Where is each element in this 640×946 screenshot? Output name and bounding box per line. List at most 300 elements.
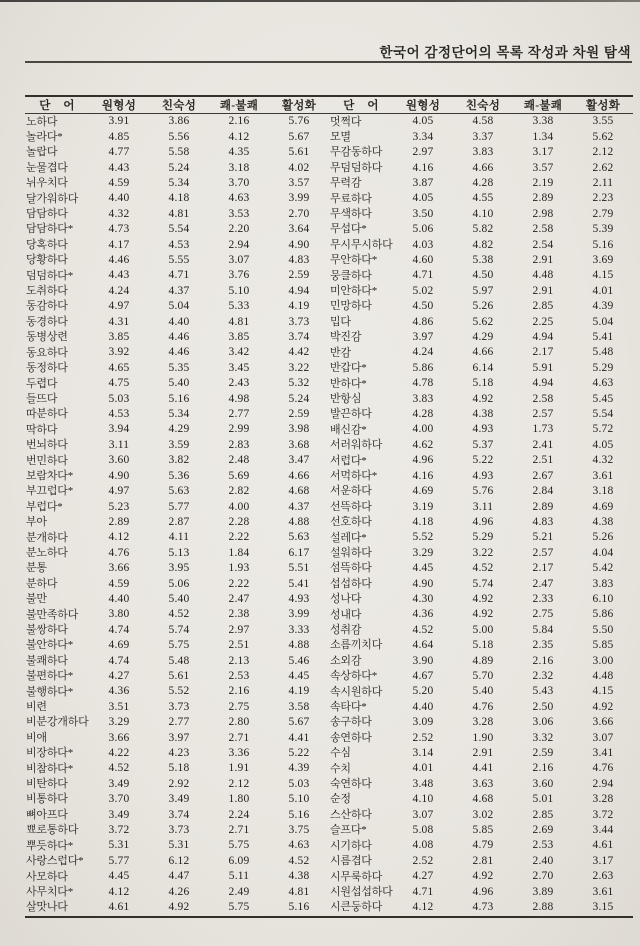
table-row (329, 638, 633, 653)
pleasantness-value: 2.16 (532, 654, 554, 667)
familiarity-value: 6.12 (168, 854, 190, 867)
prototypicality-value: 4.24 (412, 346, 434, 359)
table-row (329, 407, 633, 422)
pleasantness-value: 2.13 (228, 654, 250, 667)
prototypicality-value: 3.09 (412, 716, 434, 729)
activation-value: 4.38 (592, 515, 614, 528)
prototypicality-value: 3.66 (108, 731, 130, 744)
familiarity-value: 5.70 (472, 669, 494, 682)
activation-value: 5.22 (288, 747, 310, 759)
prototypicality-value: 2.52 (412, 731, 434, 744)
prototypicality-value: 5.03 (108, 392, 130, 405)
pleasantness-value: 2.97 (228, 623, 250, 636)
activation-value: 4.32 (592, 454, 614, 467)
emotion-word: 시무룩하다 (330, 870, 383, 883)
prototypicality-value: 4.27 (108, 669, 130, 682)
familiarity-value: 4.93 (472, 423, 494, 436)
activation-value: 4.42 (288, 346, 310, 359)
table-row (25, 238, 329, 253)
familiarity-value: 4.23 (168, 747, 190, 759)
prototypicality-value: 3.91 (108, 115, 130, 128)
table-row (25, 500, 329, 515)
activation-value: 3.99 (288, 192, 310, 205)
table-row (329, 546, 633, 561)
pleasantness-value: 4.63 (228, 192, 250, 205)
col-header-familiarity: 친숙성 (161, 100, 197, 112)
pleasantness-value: 3.70 (228, 176, 250, 189)
col-header-prototypicality: 원형성 (101, 100, 137, 112)
activation-value: 5.04 (592, 315, 614, 328)
emotion-word: 동감하다 (26, 300, 68, 313)
activation-value: 5.41 (288, 577, 310, 590)
prototypicality-value: 5.08 (412, 824, 434, 837)
familiarity-value: 4.71 (168, 269, 190, 282)
table-row (25, 654, 329, 669)
emotion-word: 무섭다* (330, 223, 367, 236)
emotion-word: 성나다 (330, 593, 362, 606)
emotion-word: 뿌듯하다* (26, 839, 74, 852)
prototypicality-value: 3.51 (108, 700, 130, 713)
pleasantness-value: 2.53 (228, 669, 250, 682)
table-row (25, 638, 329, 653)
emotion-word: 반하다* (330, 377, 367, 390)
table-row (329, 361, 633, 376)
emotion-word: 무안하다* (330, 254, 378, 267)
activation-value: 4.88 (288, 639, 310, 652)
familiarity-value: 5.06 (168, 577, 190, 590)
emotion-word: 속시원하다 (330, 685, 383, 698)
familiarity-value: 1.90 (472, 731, 494, 744)
activation-value: 4.88 (288, 515, 310, 528)
emotion-word: 불안하다* (26, 639, 74, 652)
col-header-prototypicality: 원형성 (405, 100, 441, 112)
table-row (25, 253, 329, 268)
prototypicality-value: 3.49 (108, 777, 130, 790)
familiarity-value: 2.77 (168, 716, 190, 729)
emotion-word: 시기하다 (330, 839, 372, 852)
emotion-word: 섬뜩하다 (330, 562, 372, 575)
activation-value: 3.69 (592, 254, 614, 266)
familiarity-value: 4.96 (472, 515, 494, 528)
activation-value: 3.74 (288, 331, 310, 344)
emotion-word: 선뜩하다 (330, 500, 372, 513)
emotion-word: 번민하다 (26, 454, 68, 467)
emotion-word: 속타다* (330, 701, 367, 714)
prototypicality-value: 4.78 (412, 377, 434, 390)
activation-value: 5.51 (288, 562, 310, 575)
pleasantness-value: 2.80 (228, 716, 250, 729)
table-row (25, 792, 329, 807)
activation-value: 4.69 (592, 500, 614, 513)
familiarity-value: 4.89 (472, 654, 494, 667)
col-header-word: 단 어 (39, 100, 75, 112)
pleasantness-value: 2.59 (532, 747, 554, 759)
pleasantness-value: 4.81 (228, 315, 250, 328)
pleasantness-value: 5.10 (228, 284, 250, 297)
emotion-word: 무시무시하다 (330, 238, 393, 251)
pleasantness-value: 2.22 (228, 577, 250, 590)
pleasantness-value: 3.32 (532, 731, 554, 744)
prototypicality-value: 3.49 (108, 808, 130, 821)
activation-value: 3.98 (288, 423, 310, 436)
activation-value: 3.47 (288, 454, 310, 467)
activation-value: 5.76 (288, 115, 310, 128)
pleasantness-value: 3.17 (532, 146, 554, 159)
table-row (329, 315, 633, 330)
familiarity-value: 4.41 (472, 762, 494, 775)
activation-value: 4.15 (592, 685, 614, 698)
familiarity-value: 5.97 (472, 284, 494, 297)
table-row (329, 746, 633, 761)
emotion-word: 송연하다 (330, 731, 372, 744)
familiarity-value: 5.58 (168, 146, 190, 159)
prototypicality-value: 5.20 (412, 685, 434, 698)
table-header-rule (25, 113, 633, 114)
emotion-word: 무감동하다 (330, 146, 383, 159)
activation-value: 4.39 (288, 762, 310, 775)
table-row (25, 191, 329, 206)
table-row (329, 299, 633, 314)
table-row (25, 161, 329, 176)
familiarity-value: 4.92 (168, 901, 190, 914)
emotion-word: 들뜨다 (26, 392, 58, 405)
familiarity-value: 3.95 (168, 562, 190, 575)
prototypicality-value: 4.59 (108, 176, 130, 189)
activation-value: 4.02 (288, 161, 310, 174)
prototypicality-value: 2.89 (108, 515, 130, 528)
pleasantness-value: 2.85 (532, 808, 554, 821)
table-row (329, 592, 633, 607)
table-row (25, 561, 329, 576)
emotion-word: 달가워하다 (26, 192, 79, 205)
familiarity-value: 4.76 (472, 700, 494, 713)
pleasantness-value: 2.43 (228, 377, 250, 390)
prototypicality-value: 5.52 (412, 531, 434, 544)
prototypicality-value: 5.06 (412, 223, 434, 236)
activation-value: 4.92 (592, 700, 614, 713)
prototypicality-value: 3.19 (412, 500, 434, 513)
table-row (25, 484, 329, 499)
familiarity-value: 5.76 (472, 485, 494, 498)
pleasantness-value: 5.69 (228, 469, 250, 482)
prototypicality-value: 3.48 (412, 777, 434, 790)
activation-value: 3.68 (288, 438, 310, 451)
table-row (25, 145, 329, 160)
emotion-word: 수심 (330, 747, 351, 760)
prototypicality-value: 3.80 (108, 608, 130, 621)
activation-value: 5.24 (288, 392, 310, 405)
table-row (329, 607, 633, 622)
activation-value: 4.94 (288, 284, 310, 297)
prototypicality-value: 2.97 (412, 146, 434, 159)
table-row (329, 500, 633, 515)
familiarity-value: 4.68 (472, 793, 494, 806)
familiarity-value: 5.74 (472, 577, 494, 590)
prototypicality-value: 4.05 (412, 115, 434, 128)
table-row (25, 700, 329, 715)
prototypicality-value: 4.53 (108, 408, 130, 421)
emotion-word: 발끈하다 (330, 408, 372, 421)
table-header-row (25, 97, 633, 113)
prototypicality-value: 4.18 (412, 515, 434, 528)
activation-value: 5.10 (288, 793, 310, 806)
emotion-word: 슬프다* (330, 824, 367, 837)
pleasantness-value: 2.58 (532, 392, 554, 405)
prototypicality-value: 4.10 (412, 793, 434, 806)
running-head-title: 한국어 감정단어의 목록 작성과 차원 탐색 (379, 45, 631, 60)
familiarity-value: 5.35 (168, 361, 190, 374)
emotion-word: 도취하다 (26, 285, 68, 298)
emotion-word: 비참하다* (26, 762, 74, 775)
pleasantness-value: 3.07 (228, 254, 250, 266)
prototypicality-value: 4.31 (108, 315, 130, 328)
table-row (329, 654, 633, 669)
emotion-word: 소름끼치다 (330, 639, 383, 652)
emotion-word: 사모하다 (26, 870, 68, 883)
emotion-word: 송구하다 (330, 716, 372, 729)
familiarity-value: 5.36 (168, 469, 190, 482)
familiarity-value: 3.73 (168, 700, 190, 713)
activation-value: 4.66 (288, 469, 310, 482)
table-row (329, 792, 633, 807)
activation-value: 4.37 (288, 500, 310, 513)
activation-value: 2.12 (592, 146, 614, 159)
activation-value: 4.93 (288, 592, 310, 605)
familiarity-value: 5.62 (472, 315, 494, 328)
activation-value: 4.63 (288, 839, 310, 852)
pleasantness-value: 6.09 (228, 854, 250, 867)
familiarity-value: 3.22 (472, 546, 494, 559)
prototypicality-value: 3.14 (412, 747, 434, 759)
prototypicality-value: 3.29 (108, 716, 130, 729)
pleasantness-value: 1.84 (228, 546, 250, 559)
pleasantness-value: 2.41 (532, 438, 554, 451)
familiarity-value: 2.92 (168, 777, 190, 790)
emotion-word: 불행하다* (26, 685, 74, 698)
familiarity-value: 5.74 (168, 623, 190, 636)
prototypicality-value: 4.74 (108, 654, 130, 667)
activation-value: 3.33 (288, 623, 310, 636)
prototypicality-value: 3.34 (412, 130, 434, 143)
pleasantness-value: 2.89 (532, 500, 554, 513)
table-row (25, 731, 329, 746)
activation-value: 4.15 (592, 269, 614, 282)
emotion-word: 무색하다 (330, 208, 372, 221)
familiarity-value: 4.92 (472, 870, 494, 883)
emotion-word: 반항심 (330, 392, 362, 405)
emotion-word: 밉다 (330, 315, 351, 328)
table-row (329, 469, 633, 484)
pleasantness-value: 2.98 (532, 207, 554, 220)
activation-value: 5.67 (288, 716, 310, 729)
table-row (25, 438, 329, 453)
table-row (25, 530, 329, 545)
activation-value: 5.72 (592, 423, 614, 436)
prototypicality-value: 4.97 (108, 300, 130, 313)
pleasantness-value: 5.33 (228, 300, 250, 313)
familiarity-value: 5.85 (472, 824, 494, 837)
prototypicality-value: 4.85 (108, 130, 130, 143)
emotion-word: 서운하다 (330, 485, 372, 498)
activation-value: 3.15 (592, 901, 614, 914)
prototypicality-value: 4.64 (412, 639, 434, 652)
emotion-word: 살맛나다 (26, 901, 68, 914)
emotion-word: 번뇌하다 (26, 439, 68, 452)
pleasantness-value: 2.67 (532, 469, 554, 482)
familiarity-value: 3.59 (168, 438, 190, 451)
table-row (25, 592, 329, 607)
prototypicality-value: 4.74 (108, 623, 130, 636)
pleasantness-value: 5.91 (532, 361, 554, 374)
table-row (25, 392, 329, 407)
emotion-word: 불만족하다 (26, 608, 79, 621)
familiarity-value: 3.86 (168, 115, 190, 128)
emotion-word: 비통하다 (26, 793, 68, 806)
prototypicality-value: 3.70 (108, 793, 130, 806)
prototypicality-value: 3.90 (412, 654, 434, 667)
emotion-word: 시름겹다 (330, 855, 372, 868)
activation-value: 4.83 (288, 254, 310, 266)
activation-value: 2.59 (288, 408, 310, 421)
prototypicality-value: 4.71 (412, 269, 434, 282)
table-row (329, 145, 633, 160)
familiarity-value: 4.73 (472, 901, 494, 914)
activation-value: 2.11 (592, 176, 614, 189)
familiarity-value: 4.53 (168, 238, 190, 251)
prototypicality-value: 4.71 (412, 885, 434, 898)
pleasantness-value: 1.80 (228, 793, 250, 806)
familiarity-value: 4.37 (168, 284, 190, 297)
pleasantness-value: 3.76 (228, 269, 250, 282)
familiarity-value: 3.82 (168, 454, 190, 467)
familiarity-value: 4.52 (472, 562, 494, 575)
emotion-word: 뭉클하다 (330, 269, 372, 282)
prototypicality-value: 4.69 (108, 639, 130, 652)
emotion-word: 민망하다 (330, 300, 372, 313)
prototypicality-value: 4.12 (108, 531, 130, 544)
pleasantness-value: 2.17 (532, 562, 554, 575)
table-header-left (25, 97, 329, 113)
activation-value: 4.81 (288, 885, 310, 898)
pleasantness-value: 2.24 (228, 808, 250, 821)
emotion-word: 배신감* (330, 423, 367, 436)
familiarity-value: 4.47 (168, 870, 190, 883)
familiarity-value: 3.74 (168, 808, 190, 821)
activation-value: 3.99 (288, 608, 310, 621)
emotion-word: 비분강개하다 (26, 716, 89, 729)
pleasantness-value: 2.12 (228, 777, 250, 790)
familiarity-value: 4.11 (168, 531, 190, 544)
emotion-word: 분노하다 (26, 546, 68, 559)
prototypicality-value: 4.36 (412, 608, 434, 621)
col-header-activation: 활성화 (281, 100, 317, 112)
familiarity-value: 5.54 (168, 223, 190, 236)
table-body (25, 114, 633, 915)
familiarity-value: 4.26 (168, 885, 190, 898)
table-row (25, 869, 329, 884)
activation-value: 3.07 (592, 731, 614, 744)
pleasantness-value: 2.51 (532, 454, 554, 467)
pleasantness-value: 3.38 (532, 115, 554, 128)
familiarity-value: 4.10 (472, 207, 494, 220)
emotion-word: 부끄럽다* (26, 485, 74, 498)
table-row (329, 530, 633, 545)
activation-value: 5.48 (592, 346, 614, 359)
pleasantness-value: 2.25 (532, 315, 554, 328)
prototypicality-value: 4.67 (412, 669, 434, 682)
pleasantness-value: 2.57 (532, 546, 554, 559)
pleasantness-value: 2.75 (532, 608, 554, 621)
prototypicality-value: 4.08 (412, 839, 434, 852)
prototypicality-value: 4.30 (412, 592, 434, 605)
pleasantness-value: 1.91 (228, 762, 250, 775)
table-row (25, 900, 329, 915)
table-row (329, 561, 633, 576)
emotion-word: 불편하다* (26, 670, 74, 683)
activation-value: 5.62 (592, 130, 614, 143)
table-bottom-rule (25, 916, 633, 918)
pleasantness-value: 5.21 (532, 531, 554, 544)
familiarity-value: 4.18 (168, 192, 190, 205)
emotion-word: 두렵다 (26, 377, 58, 390)
table-row (25, 607, 329, 622)
emotion-word: 담담하다* (26, 223, 74, 236)
pleasantness-value: 2.85 (532, 300, 554, 313)
familiarity-value: 5.75 (168, 639, 190, 652)
familiarity-value: 5.77 (168, 500, 190, 513)
table-row (25, 777, 329, 792)
table-row (25, 114, 329, 129)
pleasantness-value: 2.16 (228, 115, 250, 128)
familiarity-value: 4.92 (472, 608, 494, 621)
activation-value: 4.61 (592, 839, 614, 852)
familiarity-value: 4.40 (168, 315, 190, 328)
table-row (329, 330, 633, 345)
table-body-right (329, 114, 633, 915)
activation-value: 4.48 (592, 669, 614, 682)
emotion-word: 설워하다 (330, 546, 372, 559)
prototypicality-value: 3.85 (108, 331, 130, 344)
familiarity-value: 5.55 (168, 254, 190, 266)
prototypicality-value: 4.43 (108, 269, 130, 282)
emotion-word: 사무치다* (26, 885, 74, 898)
pleasantness-value: 2.94 (228, 238, 250, 251)
pleasantness-value: 2.57 (532, 408, 554, 421)
activation-value: 5.03 (288, 777, 310, 790)
prototypicality-value: 4.32 (108, 207, 130, 220)
emotion-word: 멋쩍다 (330, 115, 362, 128)
table-row (329, 900, 633, 915)
table-row (329, 130, 633, 145)
familiarity-value: 5.38 (472, 254, 494, 266)
emotion-word: 딱하다 (26, 423, 58, 436)
table-row (25, 715, 329, 730)
emotion-word-table (25, 95, 633, 918)
table-row (25, 469, 329, 484)
pleasantness-value: 3.53 (228, 207, 250, 220)
pleasantness-value: 2.71 (228, 824, 250, 837)
pleasantness-value: 2.77 (228, 408, 250, 421)
activation-value: 3.18 (592, 485, 614, 498)
emotion-word: 불쾌하다 (26, 654, 68, 667)
activation-value: 3.22 (288, 361, 310, 374)
pleasantness-value: 5.11 (228, 870, 250, 883)
prototypicality-value: 4.43 (108, 161, 130, 174)
familiarity-value: 3.28 (472, 716, 494, 729)
familiarity-value: 3.83 (472, 146, 494, 159)
emotion-word: 노하다 (26, 115, 58, 128)
activation-value: 4.04 (592, 546, 614, 559)
